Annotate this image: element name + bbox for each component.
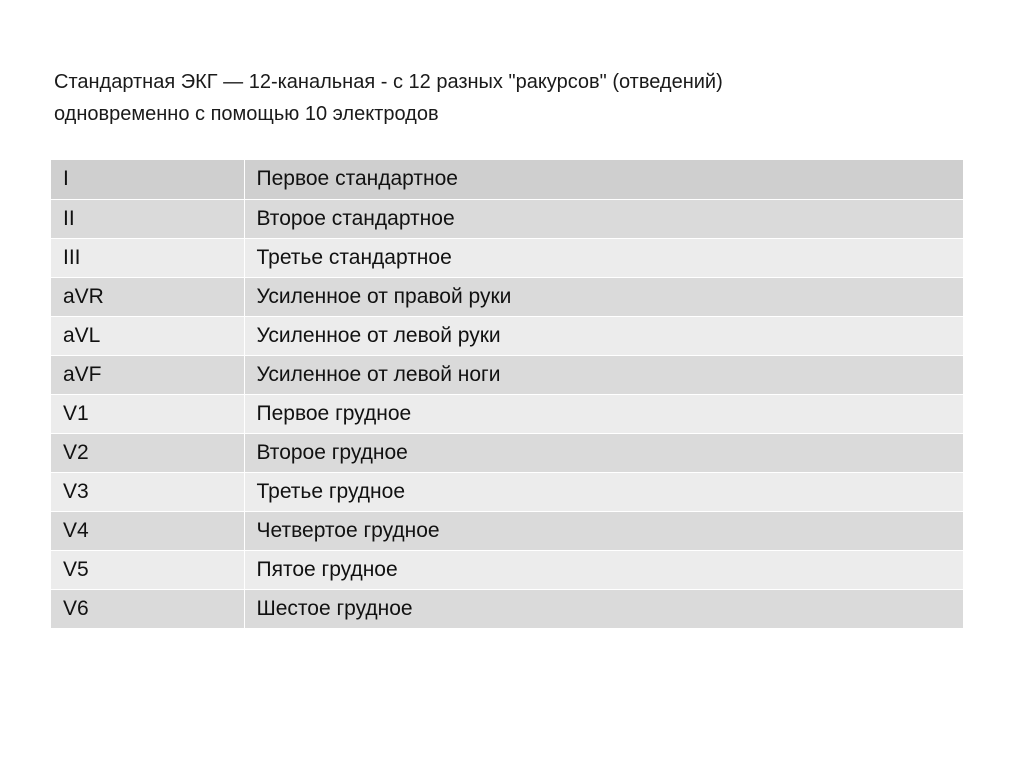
lead-code-cell: aVR <box>51 277 244 316</box>
slide-heading <box>54 66 954 130</box>
table-row <box>51 238 963 277</box>
ecg-leads-table <box>51 160 963 629</box>
lead-code-cell: aVL <box>51 316 244 355</box>
lead-name-cell: Шестое грудное <box>244 589 963 628</box>
heading-line-2: одновременно с помощью 10 электродов <box>54 103 439 125</box>
lead-name-cell: Усиленное от левой руки <box>244 316 963 355</box>
table-row <box>51 160 963 199</box>
lead-name-cell: Четвертое грудное <box>244 511 963 550</box>
table-row <box>51 277 963 316</box>
lead-name-cell: Усиленное от правой руки <box>244 277 963 316</box>
table-row <box>51 550 963 589</box>
table-row <box>51 355 963 394</box>
lead-code-cell: II <box>51 199 244 238</box>
table-row <box>51 589 963 628</box>
lead-name-cell: Второе стандартное <box>244 199 963 238</box>
lead-code-cell: V1 <box>51 394 244 433</box>
lead-code-cell: V4 <box>51 511 244 550</box>
table-row <box>51 199 963 238</box>
lead-code-cell: III <box>51 238 244 277</box>
lead-code-cell: V6 <box>51 589 244 628</box>
heading-line-1: Стандартная ЭКГ — 12-канальная - с 12 разных "ракурсов" (отведений) <box>54 71 723 93</box>
lead-name-cell: Третье стандартное <box>244 238 963 277</box>
lead-code-cell: aVF <box>51 355 244 394</box>
table-row <box>51 394 963 433</box>
lead-name-cell: Усиленное от левой ноги <box>244 355 963 394</box>
lead-code-cell: V2 <box>51 433 244 472</box>
lead-code-cell: V3 <box>51 472 244 511</box>
table-row <box>51 316 963 355</box>
lead-code-cell: V5 <box>51 550 244 589</box>
table-row <box>51 472 963 511</box>
lead-name-cell: Первое грудное <box>244 394 963 433</box>
lead-name-cell: Первое стандартное <box>244 160 963 199</box>
table-row <box>51 511 963 550</box>
lead-name-cell: Третье грудное <box>244 472 963 511</box>
lead-name-cell: Второе грудное <box>244 433 963 472</box>
lead-name-cell: Пятое грудное <box>244 550 963 589</box>
table-row <box>51 433 963 472</box>
lead-code-cell: I <box>51 160 244 199</box>
